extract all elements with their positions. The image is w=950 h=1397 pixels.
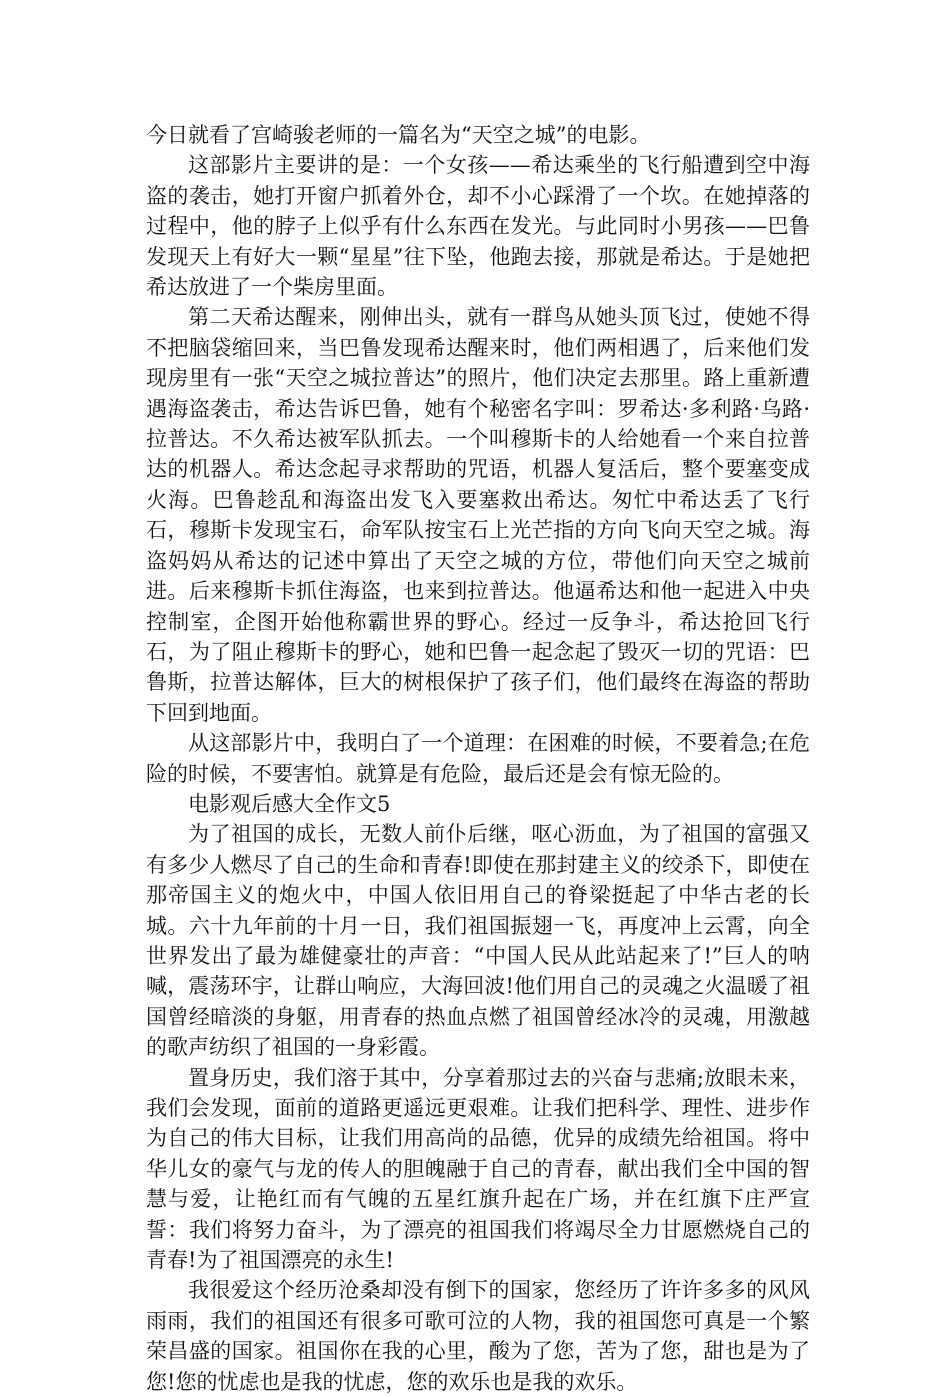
paragraph-plot-summary: 这部影片主要讲的是：一个女孩——希达乘坐的飞行船遭到空中海盗的袭击，她打开窗户抓着外仓，却不小心踩滑了一个坎。在她掉落的过程中，他的脖子上似乎有什么东西在发光。与此同时小男孩——巴鲁发现天上有好大一颗“星星”往下坠，他跑去接，那就是希达。于是她把希达放进了一个柴房里面。	[146, 153, 810, 300]
paragraph-motherland-growth: 为了祖国的成长，无数人前仆后继，呕心沥血，为了祖国的富强又有多少人燃尽了自己的生命和青春!即使在那封建主义的绞杀下，即使在那帝国主义的炮火中，中国人依旧用自己的脊梁挺起了中华古老的长城。六十九年前的十月一日，我们祖国振翅一飞，再度冲上云霄，向全世界发出了最为雄健豪壮的声音：“中国人民从此站起来了!”巨人的呐喊，震荡环宇，让群山响应，大海回波!他们用自己的灵魂之火温暖了祖国曾经暗淡的身躯，用青春的热血点燃了祖国曾经冰冷的灵魂，用激越的歌声纺织了祖国的一身彩霞。	[146, 822, 810, 1060]
paragraph-history-future: 置身历史，我们溶于其中，分享着那过去的兴奋与悲痛;放眼未来，我们会发现，面前的道路更遥远更艰难。让我们把科学、理性、进步作为自己的伟大目标，让我们用高尚的品德，优异的成绩先给祖国。将中华儿女的豪气与龙的传人的胆魄融于自己的青春，献出我们全中国的智慧与爱，让艳红而有气魄的五星红旗升起在广场，并在红旗下庄严宣誓：我们将努力奋斗，为了漂亮的祖国我们将竭尽全力甘愿燃烧自己的青春!为了祖国漂亮的永生!	[146, 1065, 810, 1273]
paragraph-intro: 今日就看了宫崎骏老师的一篇名为“天空之城”的电影。	[146, 123, 651, 147]
section-heading: 电影观后感大全作文5	[188, 791, 391, 816]
document-body	[146, 120, 810, 1397]
paragraph-love-country: 我很爱这个经历沧桑却没有倒下的国家，您经历了许许多多的风风雨雨，我们的祖国还有很多可歌可泣的人物，我的祖国您可真是一个繁荣昌盛的国家。祖国你在我的心里，酸为了您，苦为了您，甜也是为了您!您的忧虑也是我的忧虑，您的欢乐也是我的欢乐。	[146, 1278, 810, 1394]
paragraph-story: 第二天希达醒来，刚伸出头，就有一群鸟从她头顶飞过，使她不得不把脑袋缩回来，当巴鲁发现希达醒来时，他们两相遇了，后来他们发现房里有一张“天空之城拉普达”的照片，他们决定去那里。路上重新遭遇海盗袭击，希达告诉巴鲁，她有个秘密名字叫：罗希达·多利路·乌路·拉普达。不久希达被军队抓去。一个叫穆斯卡的人给她看一个来自拉普达的机器人。希达念起寻求帮助的咒语，机器人复活后，整个要塞变成火海。巴鲁趁乱和海盗出发飞入要塞救出希达。匆忙中希达丢了飞行石，穆斯卡发现宝石，命军队按宝石上光芒指的方向飞向天空之城。海盗妈妈从希达的记述中算出了天空之城的方位，带他们向天空之城前进。后来穆斯卡抓住海盗，也来到拉普达。他逼希达和他一起进入中央控制室，企图开始他称霸世界的野心。经过一反争斗，希达抢回飞行石，为了阻止穆斯卡的野心，她和巴鲁一起念起了毁灭一切的咒语：巴鲁斯，拉普达解体，巨大的树根保护了孩子们，他们最终在海盗的帮助下回到地面。	[146, 305, 810, 725]
paragraph-lesson: 从这部影片中，我明白了一个道理：在困难的时候，不要着急;在危险的时候，不要害怕。就算是有危险，最后还是会有惊无险的。	[146, 731, 810, 786]
